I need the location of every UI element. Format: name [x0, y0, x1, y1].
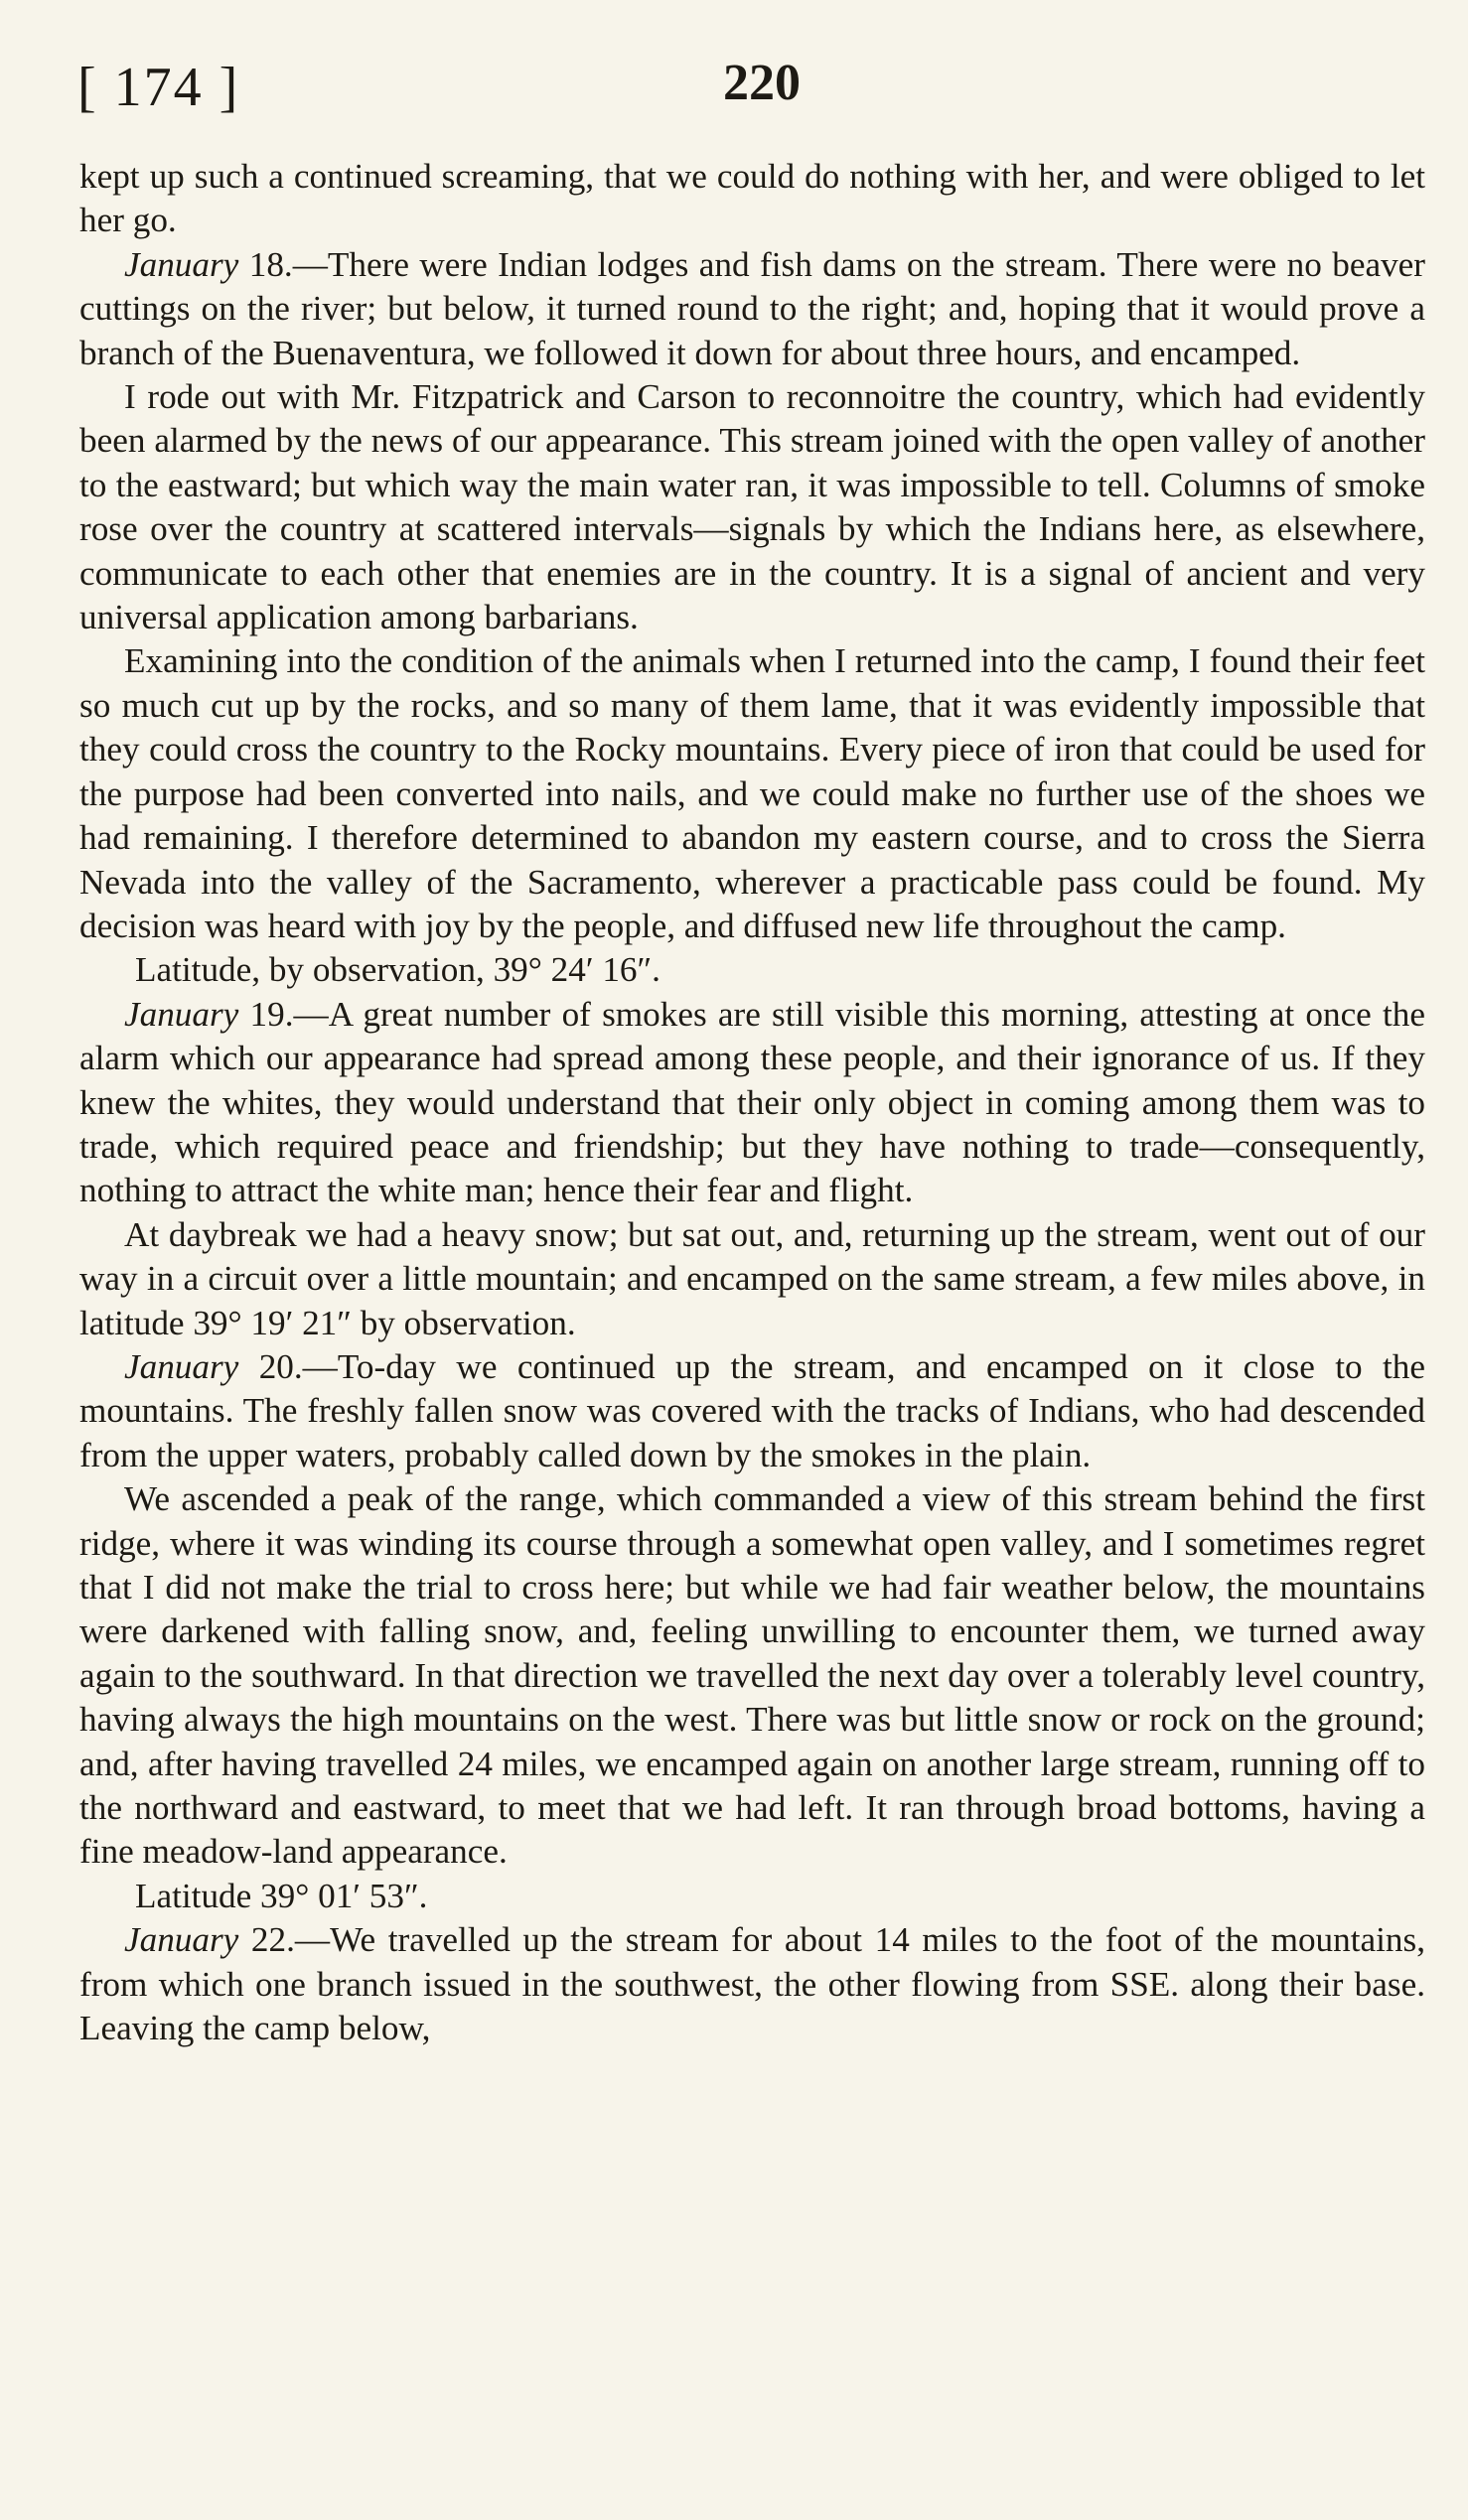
paragraph [79, 155, 1425, 243]
paragraph-text: 18.—There were Indian lodges and fish dams on the stream. There were no beaver cuttings on the river; but below, it turned round to the right; and, hoping that it would prove a branch of the Buenaventura, we followed it down for about three hours, and encamped. [79, 244, 1425, 372]
page-header [77, 55, 1428, 137]
paragraph [79, 993, 1425, 1213]
paragraph-text: 22.—We travelled up the stream for about 14 miles to the foot of the mountains, from which one branch issued in the southwest, the other flowing from SSE. along their base. Leaving the camp below, [79, 1920, 1425, 2048]
latitude-line [79, 948, 1425, 992]
date-label: January [124, 244, 239, 284]
paragraph [79, 1918, 1425, 2050]
page-number: 220 [723, 55, 801, 111]
paragraph [79, 1477, 1425, 1875]
date-label: January [124, 1920, 239, 1960]
paragraph-text: Examining into the condition of the animals when I returned into the camp, I found their feet so much cut up by the rocks, and so many of them lame, that it was evidently impossible that they could cross the country to the Rocky mountains. Every piece of iron that could be used for the purpose had been converted into nails, and we could make no further use of the shoes we had remaining. I therefore determined to abandon my eastern course, and to cross the Sierra Nevada into the valley of the Sacramento, wherever a practicable pass could be found. My decision was heard with joy by the people, and diffused new life throughout the camp. [79, 641, 1425, 945]
body-text [79, 155, 1425, 2050]
bracketed-page-number: [ 174 ] [77, 57, 240, 118]
paragraph [79, 1213, 1425, 1345]
latitude-text: Latitude 39° 01′ 53″. [135, 1876, 428, 1915]
paragraph-text: 19.—A great number of smokes are still visible this morning, attesting at once the alarm which our appearance had spread among these people, and their ignorance of us. If they knew the whites, they would understand that their only object in coming among them was to trade, which required peace and friendship; but they have nothing to trade—consequently, nothing to attract the white man; hence their fear and flight. [79, 994, 1425, 1210]
paragraph-text: I rode out with Mr. Fitzpatrick and Carson to reconnoitre the country, which had evidently been alarmed by the news of our appearance. This stream joined with the open valley of another to the eastward; but which way the main water ran, it was impossible to tell. Columns of smoke rose over the country at scattered intervals—signals by which the Indians here, as elsewhere, communicate to each other that enemies are in the country. It is a signal of ancient and very universal application among barbarians. [79, 377, 1425, 637]
latitude-text: Latitude, by observation, 39° 24′ 16″. [135, 950, 661, 990]
paragraph [79, 375, 1425, 639]
date-label: January [124, 1346, 239, 1386]
paragraph-text: At daybreak we had a heavy snow; but sat out, and, returning up the stream, went out of our way in a circuit over a little mountain; and encamped on the same stream, a few miles above, in latitude 39° 19′ 21″ by observation. [79, 1214, 1425, 1342]
paragraph [79, 243, 1425, 375]
paragraph-text: 20.—To-day we continued up the stream, and encamped on it close to the mountains. The freshly fallen snow was covered with the tracks of Indians, who had descended from the upper waters, probably called down by the smokes in the plain. [79, 1346, 1425, 1474]
latitude-line [79, 1875, 1425, 1918]
date-label: January [124, 994, 239, 1034]
paragraph [79, 639, 1425, 948]
paragraph [79, 1345, 1425, 1477]
paragraph-text: We ascended a peak of the range, which commanded a view of this stream behind the first ridge, where it was winding its course through a somewhat open valley, and I sometimes regret that I did not make the trial to cross here; but while we had fair weather below, the mountains were darkened with falling snow, and, feeling unwilling to encounter them, we turned away again to the southward. In that direction we travelled the next day over a tolerably level country, having always the high mountains on the west. There was but little snow or rock on the ground; and, after having travelled 24 miles, we encamped again on another large stream, running off to the northward and eastward, to meet that we had left. It ran through broad bottoms, having a fine meadow-land appearance. [79, 1479, 1425, 1872]
paragraph-text: kept up such a continued screaming, that we could do nothing with her, and were obliged to let her go. [79, 157, 1425, 240]
